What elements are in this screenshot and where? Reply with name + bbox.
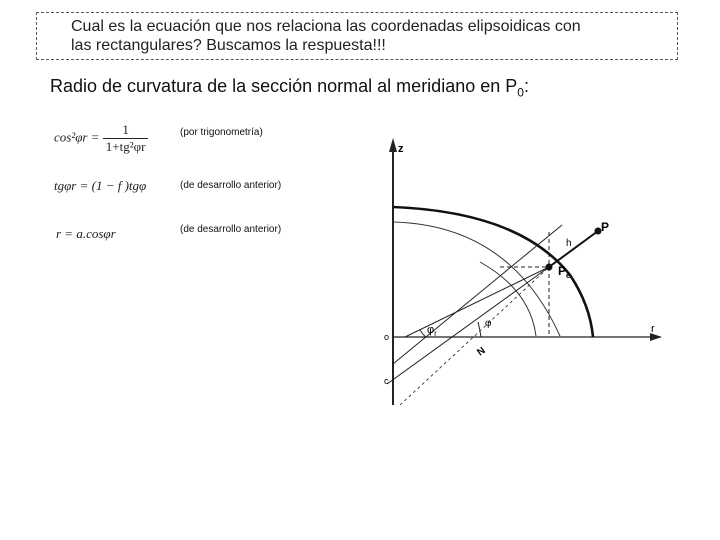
point-pe-letter: P (558, 264, 567, 278)
formula-tg: tgφr = (1 − f )tgφ (54, 178, 147, 193)
heading-suffix: : (523, 76, 529, 96)
normal-line-lower (387, 267, 549, 384)
formula-cos2-numerator: 1 (103, 122, 149, 139)
point-pe-dot (546, 264, 553, 271)
phi-r-angle-arc (420, 330, 426, 337)
point-p-label: P (601, 220, 610, 234)
phi-r-label (427, 324, 437, 338)
note-desarrollo-2: (de desarrollo anterior) (180, 224, 282, 235)
formula-cos2-lhs: cos²φr = (54, 129, 100, 145)
note-trigonometria: (por trigonometría) (180, 127, 263, 138)
phi-angle-arc (478, 322, 481, 337)
formula-cos2-denominator: 1+tg²φr (105, 139, 146, 154)
phi-r-subscript: r (434, 329, 437, 338)
heading-text: Radio de curvatura de la sección normal al meridiano en P (50, 76, 518, 96)
note-desarrollo-1: (de desarrollo anterior) (180, 180, 282, 191)
heading-subscript: 0 (517, 85, 524, 100)
r-axis-label: r (651, 323, 655, 335)
formula-r: r = a.cosφr (56, 226, 116, 241)
point-pe-subscript: e (566, 271, 571, 280)
origin-label: o (384, 332, 390, 342)
question-line-2: las rectangulares? Buscamos la respuesta!!! (71, 37, 386, 54)
z-axis-arrow (389, 138, 397, 152)
height-label: h (566, 238, 572, 249)
center-label: c (384, 376, 389, 386)
z-axis-label: z (398, 143, 404, 155)
normal-line-upper (549, 231, 598, 267)
question-line-1: Cual es la ecuación que nos relaciona las coordenadas elipsoidicas con (71, 18, 581, 35)
lower-diagonal (400, 267, 549, 405)
phi-r-letter: φ (427, 324, 435, 336)
normal-label: N (475, 345, 488, 359)
phi-label: φ (485, 318, 492, 329)
point-pe-label (558, 264, 571, 280)
